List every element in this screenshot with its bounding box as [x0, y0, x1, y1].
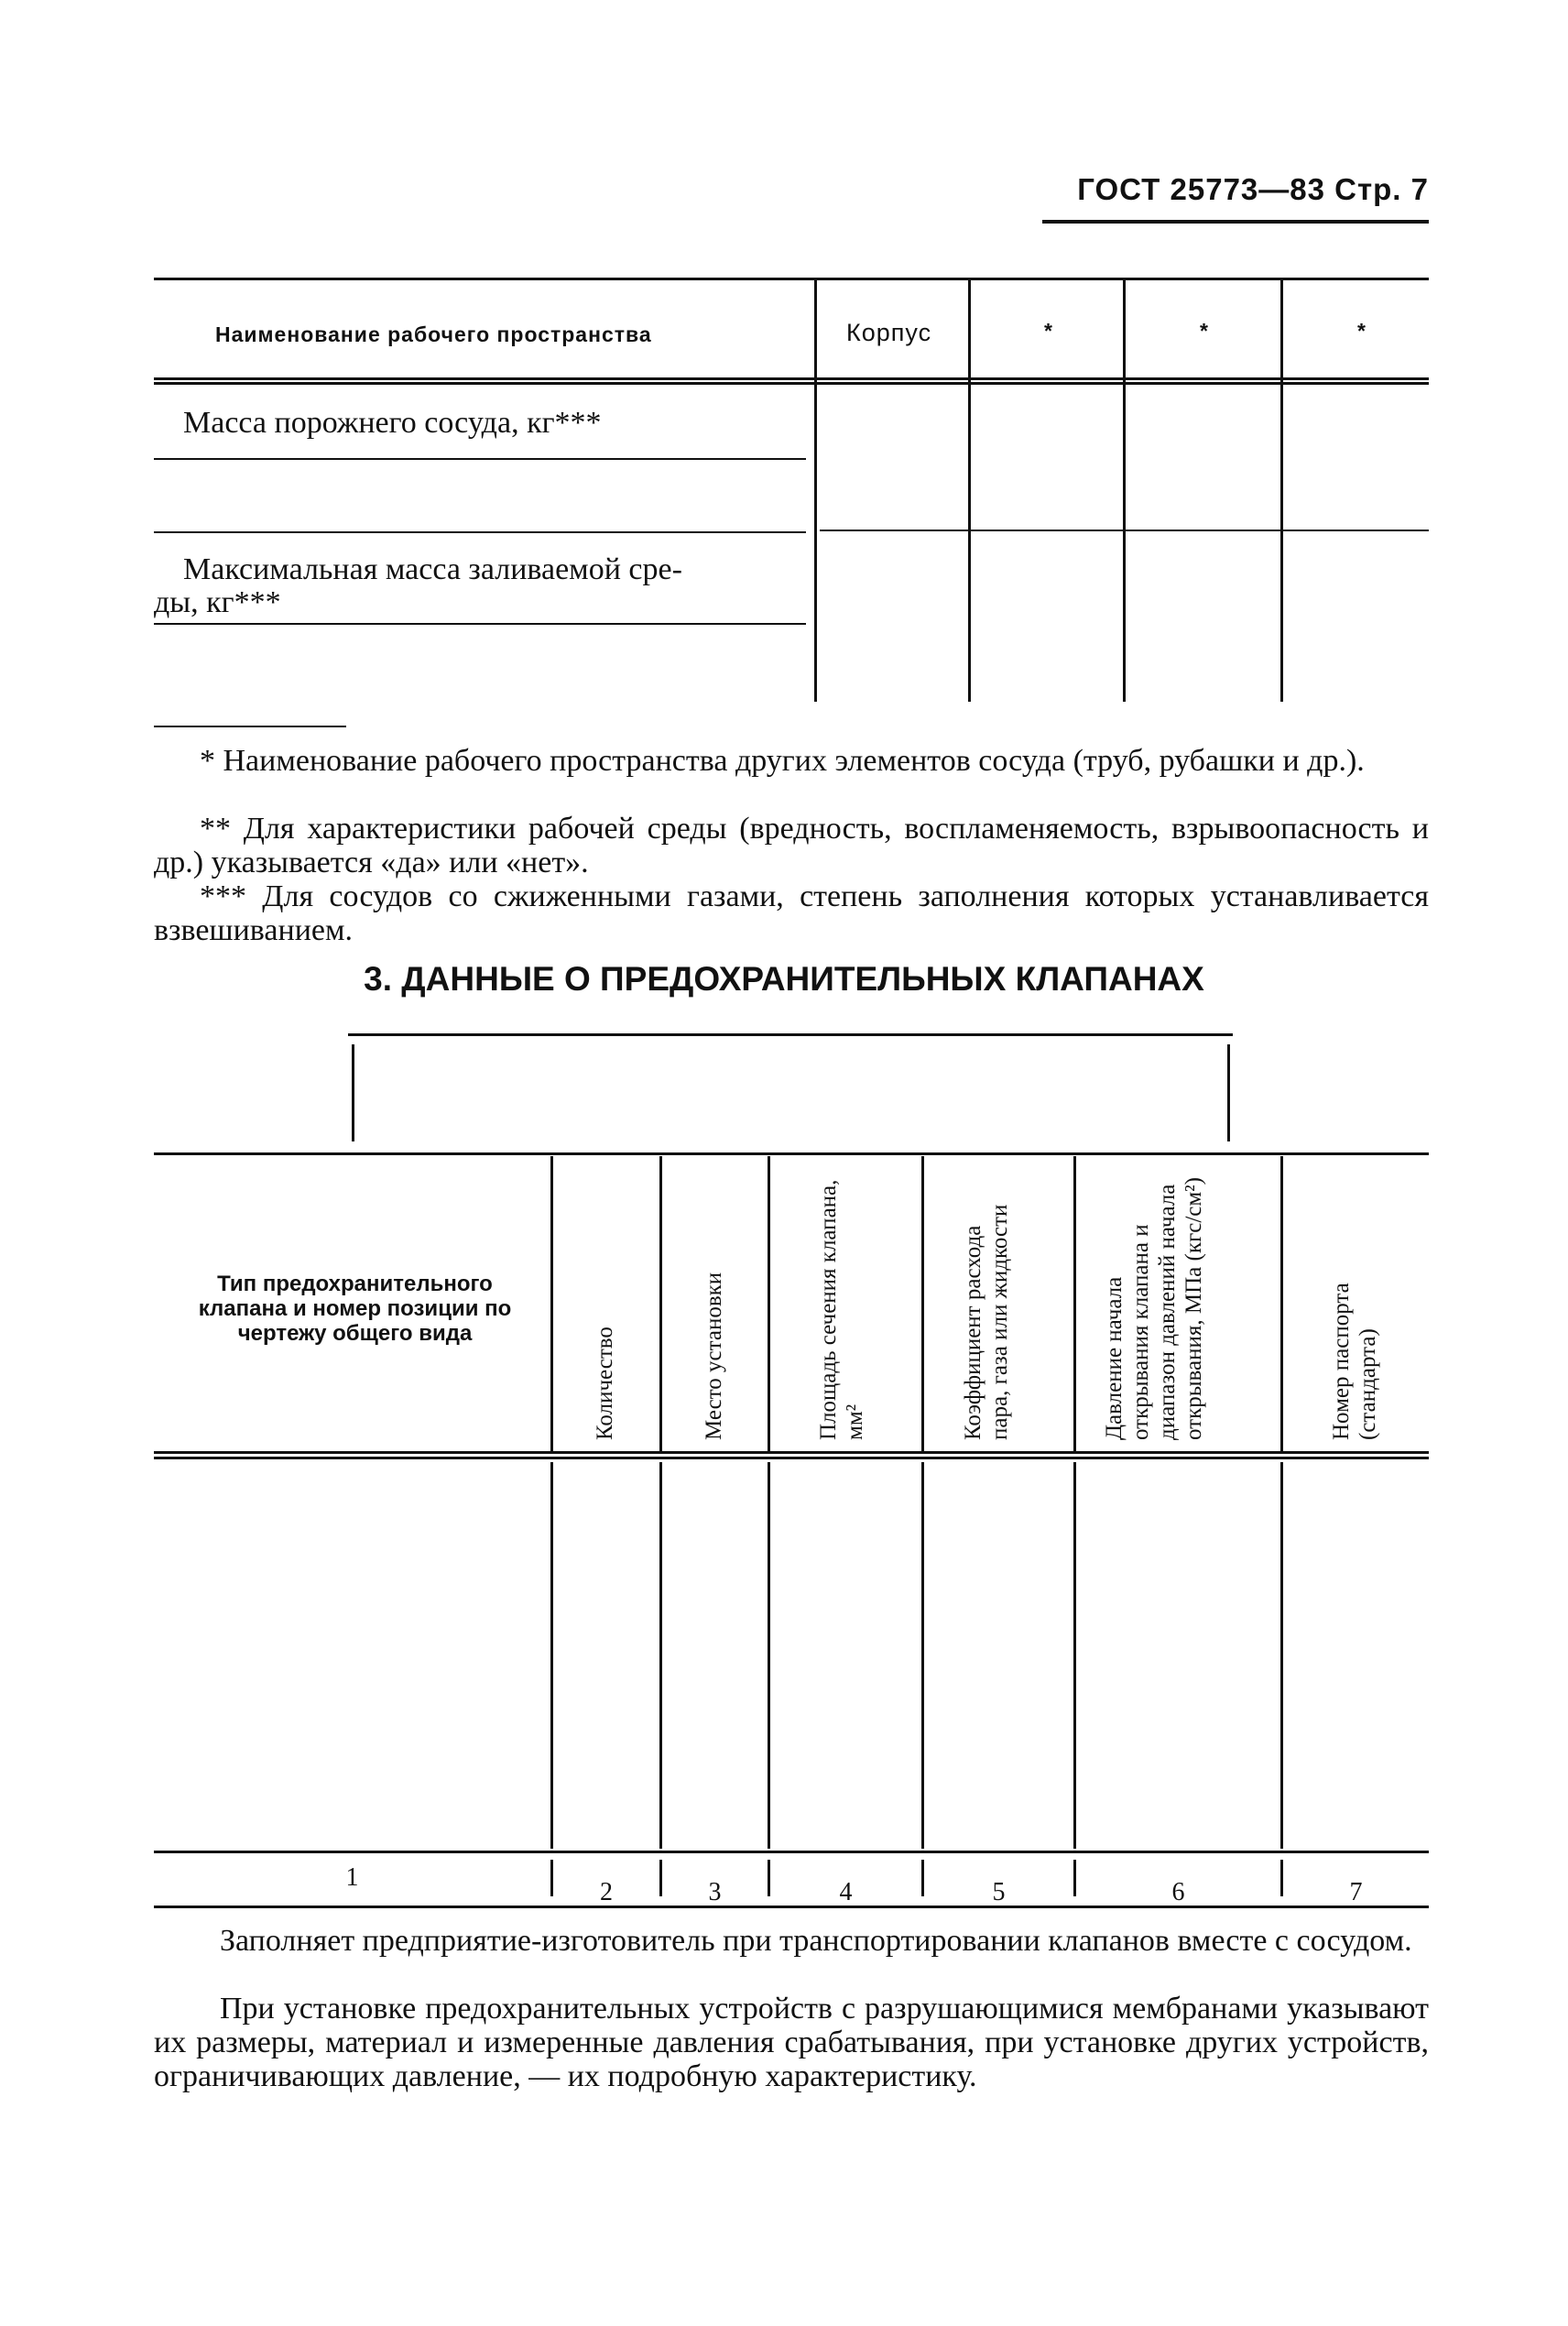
col-header-quantity: Количество [593, 1327, 617, 1440]
table1-row-empty-mass: Масса порожнего сосуда, кг*** [183, 406, 602, 440]
col-header-passport: Номер паспорта (стандарта) [1329, 1283, 1380, 1440]
col-number-3: 3 [708, 1878, 722, 1906]
table1-row-max-mass-line1: Максимальная масса заливаемой сре- [183, 552, 682, 586]
col-number-6: 6 [1171, 1878, 1185, 1906]
col-header-coefficient: Коэффициент расхода пара, газа или жидкости [961, 1204, 1012, 1440]
footnote-1: * Наименование рабочего пространства других элементов сосуда (труб, рубашки и др.). [200, 744, 1365, 778]
footnote-rule [154, 726, 346, 727]
table1-header-rule [154, 377, 1429, 380]
col-number-2: 2 [600, 1878, 613, 1906]
table1-header-name: Наименование рабочего пространства [215, 322, 652, 346]
col-header-type: Тип предохранительного клапана и номер позиции по чертежу общего вида [198, 1272, 512, 1346]
paragraph-manufacturer: Заполняет предприятие-изготовитель при транспортировании клапанов вместе с сосудом. [220, 1924, 1412, 1958]
col-header-location: Место установки [702, 1272, 726, 1440]
col-number-4: 4 [839, 1878, 853, 1906]
footnote-2: ** Для характеристики рабочей среды (вредность, воспламеняемость, взрывоопасность и др.) указывается «да» или «нет». [154, 812, 1429, 879]
table1-top-rule [154, 278, 1429, 280]
table1-header-star-2: * [1200, 319, 1209, 343]
table2-header-rule [154, 1451, 1429, 1454]
table2-numbers-top [154, 1851, 1429, 1853]
page-header: ГОСТ 25773—83 Стр. 7 [1077, 172, 1429, 206]
paragraph-devices: При установке предохранительных устройств с разрушающимися мембранами указывают их размеры, материал и измеренные давления срабатывания, при установке других устройств, ограничивающих давление, — их подробную характеристику. [154, 1992, 1429, 2093]
section-3-title: 3. ДАННЫЕ О ПРЕДОХРАНИТЕЛЬНЫХ КЛАПАНАХ [364, 960, 1204, 998]
table1-row-max-mass-line2: ды, кг*** [154, 585, 281, 619]
col-header-pressure: Давление начала открывания клапана и диапазон давлений начала открывания, МПа (кгс/см²) [1102, 1177, 1206, 1440]
col-number-5: 5 [992, 1878, 1006, 1906]
table1-header-body: Корпус [846, 319, 932, 346]
table2-top-rule [154, 1152, 1429, 1155]
table1-header-star-3: * [1357, 319, 1367, 343]
table1-header-star-1: * [1044, 319, 1053, 343]
col-header-area: Площадь сечения клапана, мм² [816, 1179, 867, 1440]
col-number-1: 1 [345, 1863, 359, 1892]
footnote-3: *** Для сосудов со сжиженными газами, степень заполнения которых устанавливается взвешиванием. [154, 879, 1429, 947]
header-rule [1042, 220, 1429, 224]
col-number-7: 7 [1349, 1878, 1363, 1906]
